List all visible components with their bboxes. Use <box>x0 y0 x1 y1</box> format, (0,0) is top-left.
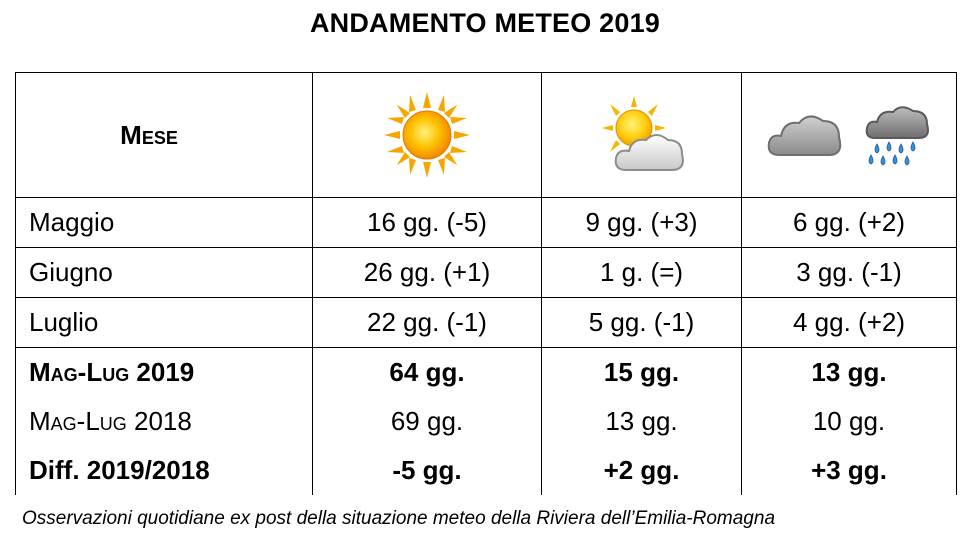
summary-label: Mag-Lug 2018 <box>16 397 313 446</box>
sun-days-total: 64 gg. <box>313 348 542 398</box>
sun-days-cell: 22 gg. (-1) <box>313 298 542 348</box>
month-cell: Maggio <box>16 198 313 248</box>
table-row <box>16 298 957 348</box>
header-row <box>16 73 957 198</box>
month-cell: Luglio <box>16 298 313 348</box>
partly-days-cell: 1 g. (=) <box>542 248 742 298</box>
partly-days-cell: 9 gg. (+3) <box>542 198 742 248</box>
month-header-label: Mese <box>120 119 178 150</box>
sun-days-total: 69 gg. <box>313 397 542 446</box>
partly-days-total: 15 gg. <box>542 348 742 398</box>
rain-days-cell: 6 gg. (+2) <box>742 198 957 248</box>
rain-days-total: 13 gg. <box>742 348 957 398</box>
summary-row-2018 <box>16 397 957 446</box>
rain-days-cell: 4 gg. (+2) <box>742 298 957 348</box>
header-month-cell <box>16 73 313 198</box>
partly-days-total: 13 gg. <box>542 397 742 446</box>
summary-label: Mag-Lug 2019 <box>16 348 313 398</box>
sun-days-cell: 26 gg. (+1) <box>313 248 542 298</box>
sun-cloud-icon <box>596 94 688 176</box>
header-sun-cell <box>313 73 542 198</box>
header-partly-cell <box>542 73 742 198</box>
summary-label: Diff. 2019/2018 <box>16 446 313 495</box>
sun-days-cell: 16 gg. (-5) <box>313 198 542 248</box>
sun-days-diff: -5 gg. <box>313 446 542 495</box>
weather-table <box>15 72 957 495</box>
partly-days-cell: 5 gg. (-1) <box>542 298 742 348</box>
rain-days-total: 10 gg. <box>742 397 957 446</box>
rain-days-diff: +3 gg. <box>742 446 957 495</box>
page-title: ANDAMENTO METEO 2019 <box>309 8 661 38</box>
partly-days-diff: +2 gg. <box>542 446 742 495</box>
cloud-icon <box>765 107 845 163</box>
table-row <box>16 248 957 298</box>
summary-row-diff <box>16 446 957 495</box>
rain-icon <box>863 102 933 168</box>
source-caption: Osservazioni quotidiane ex post della situazione meteo della Riviera dell’Emilia-Romagna <box>22 508 776 529</box>
rain-days-cell: 3 gg. (-1) <box>742 248 957 298</box>
header-cloud-rain-cell <box>742 73 957 198</box>
summary-row-2019 <box>16 348 957 398</box>
sun-icon <box>382 90 472 180</box>
month-cell: Giugno <box>16 248 313 298</box>
table-row <box>16 198 957 248</box>
